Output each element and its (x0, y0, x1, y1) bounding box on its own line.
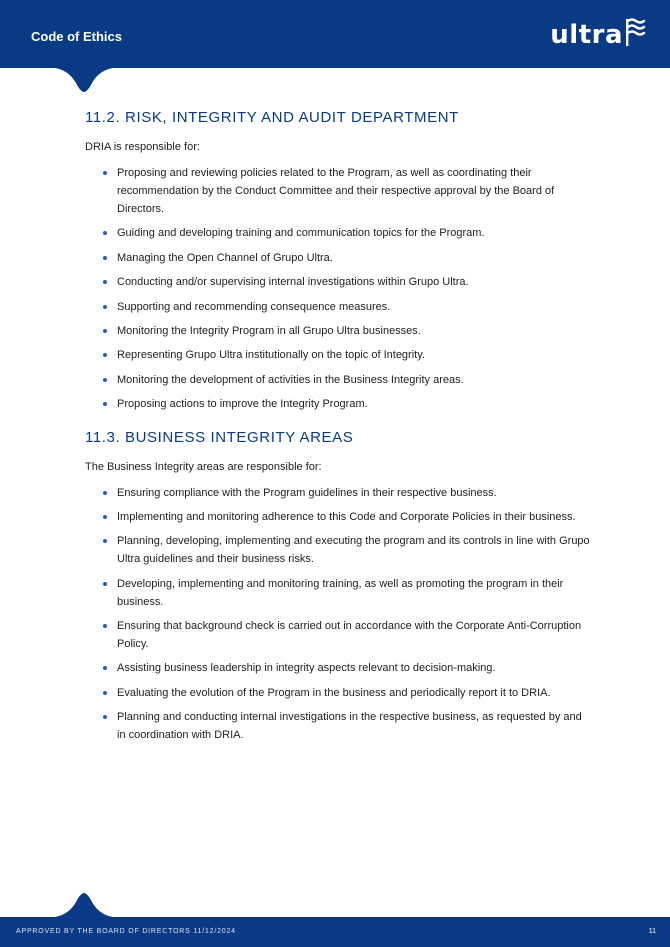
list-item: Supporting and recommending consequence measures. (85, 298, 590, 316)
list-item: Conducting and/or supervising internal investigations within Grupo Ultra. (85, 273, 590, 291)
ultra-logo (550, 18, 646, 52)
list-item: Proposing actions to improve the Integrity Program. (85, 395, 590, 413)
list-item: Ensuring compliance with the Program guidelines in their respective business. (85, 484, 590, 502)
main-content (85, 108, 590, 751)
page-number: 11 (648, 928, 656, 935)
list-item: Implementing and monitoring adherence to this Code and Corporate Policies in their business. (85, 508, 590, 526)
responsibility-list (85, 164, 590, 413)
logo-wordmark: ultra (550, 20, 623, 50)
section-heading-business-integrity-areas: 11.3. BUSINESS INTEGRITY AREAS (85, 428, 354, 446)
list-item: Monitoring the development of activities in the Business Integrity areas. (85, 371, 590, 389)
list-item: Developing, implementing and monitoring training, as well as promoting the program in their business. (85, 575, 590, 611)
list-item: Monitoring the Integrity Program in all Grupo Ultra businesses. (85, 322, 590, 340)
document-title: Code of Ethics (31, 29, 123, 44)
approval-note: APPROVED BY THE BOARD OF DIRECTORS 11/12/2024 (16, 928, 236, 935)
section-heading-risk-integrity-audit: 11.2. RISK, INTEGRITY AND AUDIT DEPARTMENT (85, 109, 459, 126)
list-item: Proposing and reviewing policies related to the Program, as well as coordinating their recommendation by the Conduct Committee and their respective approval by the Board of Directors. (85, 164, 590, 218)
section-intro: DRIA is responsible for: (85, 141, 200, 153)
list-item: Planning, developing, implementing and executing the program and its controls in line with Grupo Ultra guidelines and their business risks. (85, 532, 590, 568)
list-item: Representing Grupo Ultra institutionally on the topic of Integrity. (85, 346, 590, 364)
list-item: Evaluating the evolution of the Program in the business and periodically report it to DRIA. (85, 684, 590, 702)
footer-tab-notch (44, 892, 124, 918)
wave-flag-icon (624, 18, 646, 46)
page-header (0, 0, 670, 68)
responsibility-list (85, 484, 590, 745)
header-tab-notch (44, 67, 124, 93)
list-item: Guiding and developing training and communication topics for the Program. (85, 224, 590, 242)
section-spacer (85, 420, 590, 428)
page-footer (0, 917, 670, 947)
list-item: Planning and conducting internal investigations in the respective business, as requested by and in coordination with DRIA. (85, 708, 590, 744)
section-intro: The Business Integrity areas are responsible for: (85, 460, 322, 473)
list-item: Managing the Open Channel of Grupo Ultra. (85, 249, 590, 267)
list-item: Assisting business leadership in integrity aspects relevant to decision-making. (85, 659, 590, 677)
list-item: Ensuring that background check is carried out in accordance with the Corporate Anti-Corruption Policy. (85, 617, 590, 653)
